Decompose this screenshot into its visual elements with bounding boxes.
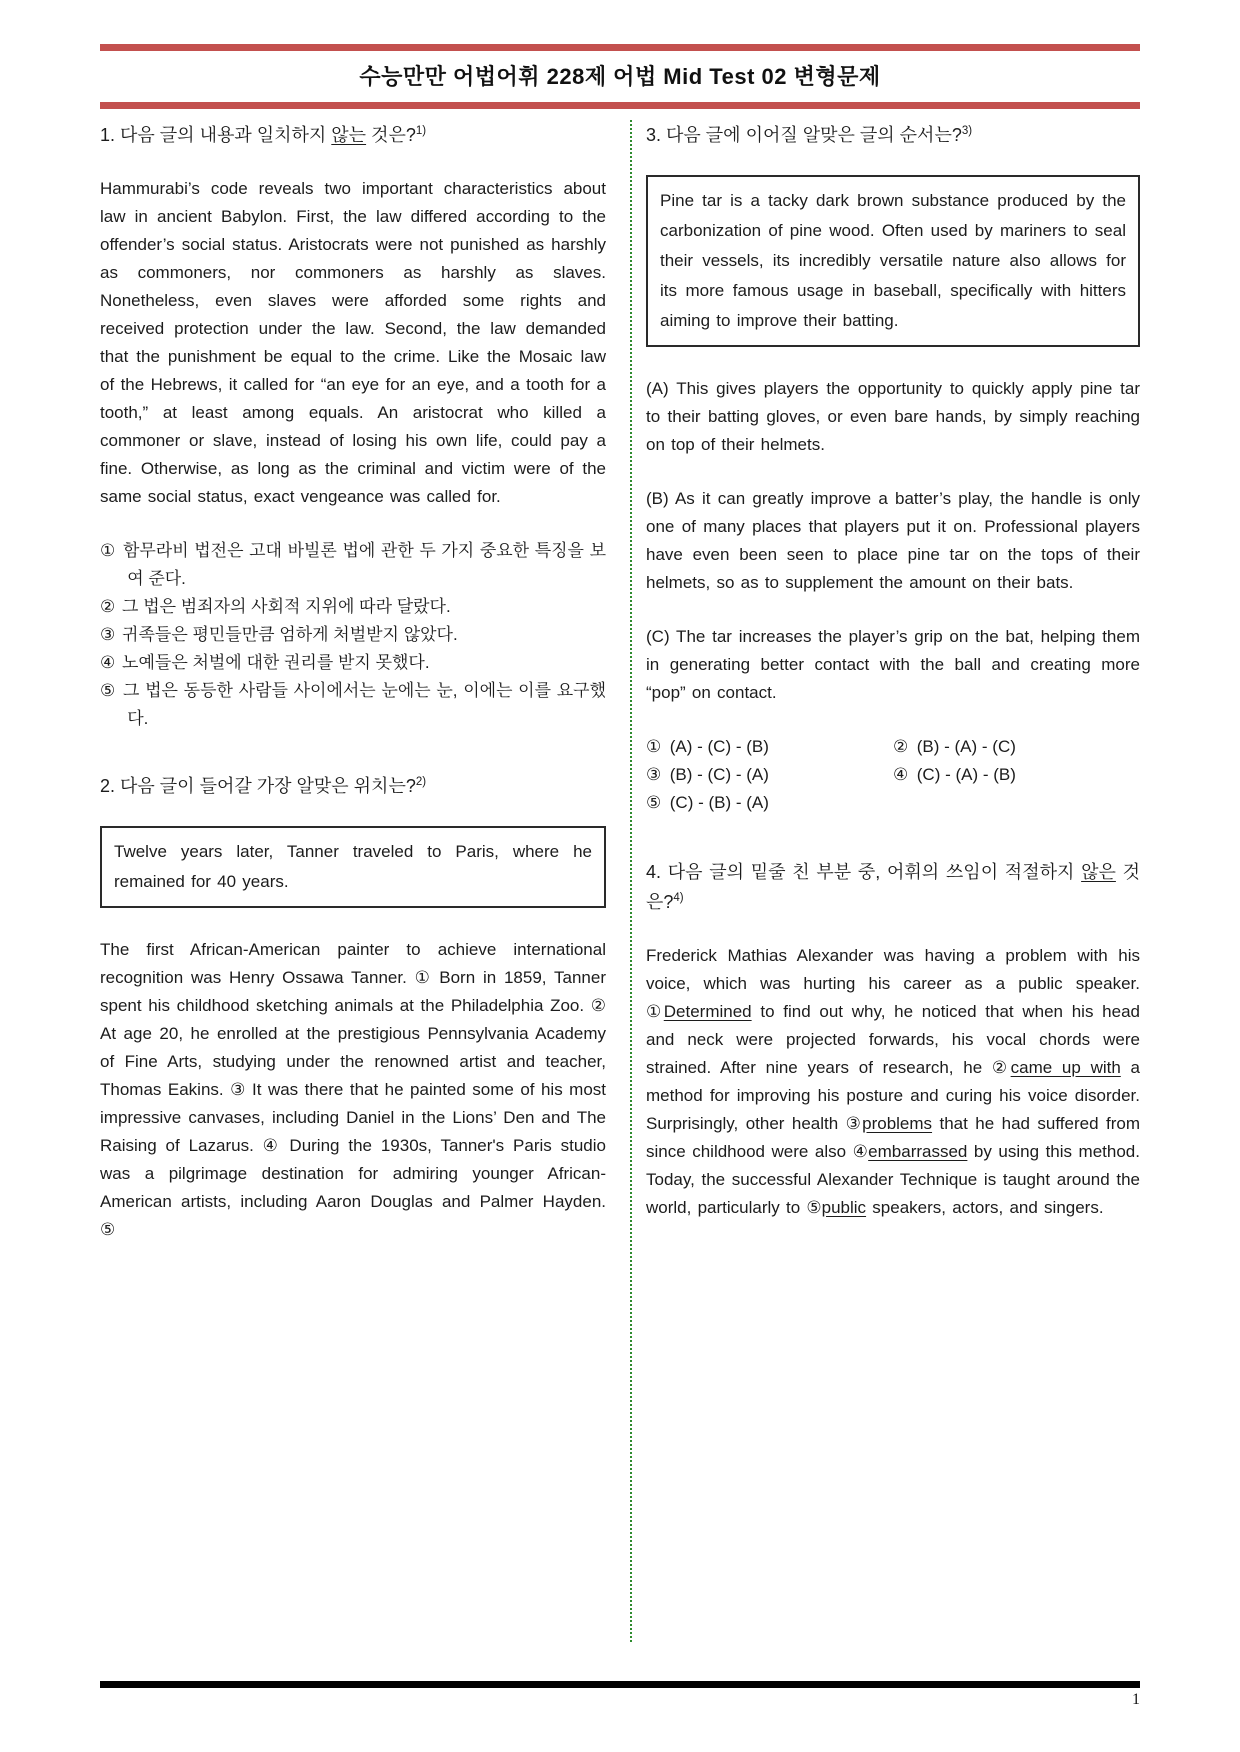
right-column [632,120,1140,1642]
option-number: ⑤ [100,681,117,700]
option-text: 함무라비 법전은 고대 바빌론 법에 관한 두 가지 중요한 특징을 보여 준다. [122,541,607,588]
q1-option-5 [100,677,606,733]
q3-option-4 [893,761,1140,789]
page-footer [100,1681,1140,1709]
q3-option-1 [646,733,893,761]
option-number: ③ [646,765,662,784]
q3-option-5 [646,789,893,817]
question-4-passage: Frederick Mathias Alexander was having a problem with his voice, which was hurting his career as a public speaker. ①Determined to find out why, he noticed that when his head and neck were projected forwards, his vocal chords were strained. After nine years of research, he ②came up with a method for improving his posture and curing his voice disorder. Surprisingly, other health ③problems that he had suffered from since childhood were also ④embarrassed by using this method. Today, the successful Alexander Technique is taught around the world, particularly to ⑤public speakers, actors, and singers. [646,946,1140,1217]
question-1-options [100,537,606,733]
page-title: 수능만만 어법어휘 228제 어법 Mid Test 02 변형문제 [359,64,881,89]
option-number: ① [646,737,662,756]
question-1-title: 1. 다음 글의 내용과 일치하지 않는 것은?$^{1)}$ [100,125,427,145]
option-text: 그 법은 동등한 사람들 사이에서는 눈에는 눈, 이에는 이를 요구했다. [123,681,606,728]
question-3-given-text-box: Pine tar is a tacky dark brown substance produced by the carbonization of pine wood. Often used by mariners to seal their vessels, its incredibly versatile nature also allows for its more famous usage in baseball, specifically with hitters aiming to improve their batting. [646,175,1140,347]
header-bottom-rule [100,102,1140,109]
option-number: ① [100,541,117,560]
option-number: ④ [100,653,116,672]
q1-option-2 [100,593,606,621]
option-text: 귀족들은 평민들만큼 엄하게 처벌받지 않았다. [122,625,458,644]
question-3-paragraph-c: (C) The tar increases the player’s grip on the bat, helping them in generating better contact with the ball and creating more “pop” on contact. [646,627,1140,702]
question-2-insert-sentence-box: Twelve years later, Tanner traveled to Paris, where he remained for 40 years. [100,826,606,908]
header-top-rule [100,44,1140,51]
question-3-paragraph-b: (B) As it can greatly improve a batter’s play, the handle is only one of many places that players put it on. Professional players have even been seen to place pine tar on the tops of their helmets, so as to supplement the amount on their bats. [646,489,1140,592]
option-text: (A) - (C) - (B) [669,737,769,756]
option-text: (B) - (C) - (A) [669,765,769,784]
question-2-passage: The first African-American painter to achieve international recognition was Henry Ossawa Tanner. ① Born in 1859, Tanner spent his childhood sketching animals at the Philadelphia Zoo. ② At age 20, he enrolled at the prestigious Pennsylvania Academy of Fine Arts, studying under the renowned artist and teacher, Thomas Eakins. ③ It was there that he painted some of his most impressive canvases, including Daniel in the Lions’ Den and The Raising of Lazarus. ④ During the 1930s, Tanner's Paris studio was a pilgrimage destination for admiring younger African-American artists, including Aaron Douglas and Palmer Hayden. ⑤ [100,940,606,1239]
option-number: ② [893,737,909,756]
question-3-title: 3. 다음 글에 이어질 알맞은 글의 순서는?$^{3)}$ [646,125,973,145]
option-number: ③ [100,625,116,644]
option-text: (B) - (A) - (C) [916,737,1016,756]
q1-option-4 [100,649,606,677]
option-number: ② [100,597,116,616]
footer-rule [100,1681,1140,1688]
option-number: ④ [893,765,909,784]
question-2-title: 2. 다음 글이 들어갈 가장 알맞은 위치는?$^{2)}$ [100,776,427,796]
question-4-title: 4. 다음 글의 밑줄 친 부분 중, 어휘의 쓰임이 적절하지 않은 것은?$^{4)}$ [646,862,1141,912]
two-column-body [100,120,1140,1642]
option-text: (C) - (A) - (B) [916,765,1016,784]
question-3-paragraph-a: (A) This gives players the opportunity to quickly apply pine tar to their batting gloves, or even bare hands, by simply reaching on top of their helmets. [646,379,1140,454]
q3-option-2 [893,733,1140,761]
page-number: 1 [1132,1691,1140,1708]
question-1-passage: Hammurabi’s code reveals two important characteristics about law in ancient Babylon. First, the law differed according to the offender’s social status. Aristocrats were not punished as harshly as commoners, nor commoners as harshly as slaves. Nonetheless, even slaves were afforded some rights and received protection under the law. Second, the law demanded that the punishment be equal to the crime. Like the Mosaic law of the Hebrews, it called for “an eye for an eye, and a tooth for a tooth,” at least among equals. An aristocrat who killed a commoner or slave, instead of losing his own life, could pay a fine. Otherwise, as long as the criminal and victim were of the same social status, exact vengeance was called for. [100,179,606,506]
option-text: (C) - (B) - (A) [669,793,769,812]
q1-option-3 [100,621,606,649]
left-column [100,120,630,1642]
option-number: ⑤ [646,793,662,812]
q1-option-1 [100,537,606,593]
option-text: 그 법은 범죄자의 사회적 지위에 따라 달랐다. [122,597,451,616]
question-3-options [646,733,1140,817]
option-text: 노예들은 처벌에 대한 권리를 받지 못했다. [122,653,430,672]
q3-option-3 [646,761,893,789]
